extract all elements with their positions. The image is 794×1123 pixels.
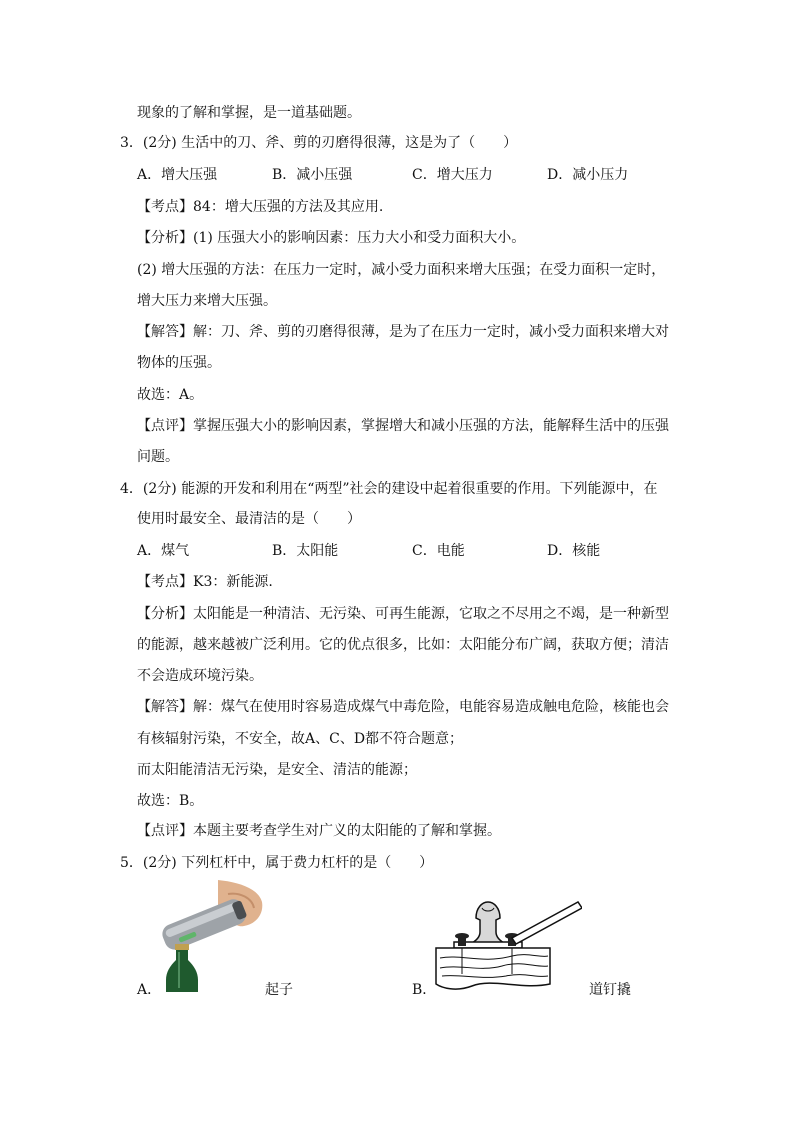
intro-tail: 现象的了解和掌握，是一道基础题。 bbox=[137, 105, 361, 121]
spike-puller-diagram bbox=[432, 898, 582, 994]
fenxi-text: 太阳能是一种清洁、无污染、可再生能源，它取之不尽用之不竭，是一种新型 bbox=[193, 606, 669, 622]
q3-option-b: B．减小压强 bbox=[272, 167, 353, 183]
q3-dianping bbox=[137, 417, 669, 435]
q3-fenxi-2: (2) 增大压强的方法：在压力一定时，减小受力面积来增大压强；在受力面积一定时， bbox=[137, 262, 666, 278]
q5-stem: 5．(2分) 下列杠杆中，属于费力杠杆的是（ ） bbox=[120, 855, 434, 871]
jieda-text: 解：刀、斧、剪的刃磨得很薄，是为了在压力一定时，减小受力面积来增大对 bbox=[193, 324, 669, 340]
q3-kaodian bbox=[137, 198, 383, 216]
q4-jieda-3: 而太阳能清洁无污染，是安全、清洁的能源； bbox=[137, 762, 417, 778]
q3-jieda-2: 物体的压强。 bbox=[137, 355, 221, 371]
q3-fenxi-3: 增大压力来增大压强。 bbox=[137, 293, 277, 309]
q5-option-a-letter: A． bbox=[137, 982, 162, 998]
fenxi-text: (1) 压强大小的影响因素：压力大小和受力面积大小。 bbox=[193, 230, 526, 246]
jieda-text: 解：煤气在使用时容易造成煤气中毒危险，电能容易造成触电危险，核能也会 bbox=[193, 699, 669, 715]
q3-answer: 故选：A。 bbox=[137, 387, 204, 403]
fenxi-tag: 【分析】 bbox=[137, 606, 193, 622]
q4-fenxi-2: 的能源，越来越被广泛利用。它的优点很多，比如：太阳能分布广阔，获取方便；清洁 bbox=[137, 637, 669, 653]
kaodian-text: K3：新能源. bbox=[193, 574, 273, 590]
q4-stem-2: 使用时最安全、最清洁的是（ ） bbox=[137, 511, 361, 527]
q4-option-a: A．煤气 bbox=[137, 543, 190, 559]
bottle-opener-image bbox=[158, 880, 264, 992]
q4-jieda bbox=[137, 698, 669, 716]
q4-option-c: C．电能 bbox=[412, 543, 465, 559]
dianping-text: 掌握压强大小的影响因素，掌握增大和减小压强的方法，能解释生活中的压强 bbox=[193, 418, 669, 434]
q4-kaodian bbox=[137, 573, 273, 591]
kaodian-tag: 【考点】 bbox=[137, 574, 193, 590]
dianping-tag: 【点评】 bbox=[137, 418, 193, 434]
q3-stem: 3．(2分) 生活中的刀、斧、剪的刃磨得很薄，这是为了（ ） bbox=[120, 135, 518, 151]
dianping-tag: 【点评】 bbox=[137, 823, 193, 839]
q3-option-d: D．减小压力 bbox=[547, 167, 629, 183]
q3-option-c: C．增大压力 bbox=[412, 167, 493, 183]
dianping-text: 本题主要考查学生对广义的太阳能的了解和掌握。 bbox=[193, 823, 501, 839]
q3-jieda bbox=[137, 323, 669, 341]
q4-stem: 4．(2分) 能源的开发和利用在“两型”社会的建设中起着很重要的作用。下列能源中，在 bbox=[120, 481, 658, 497]
q3-fenxi bbox=[137, 229, 525, 247]
jieda-tag: 【解答】 bbox=[137, 324, 193, 340]
q3-option-a: A．增大压强 bbox=[137, 167, 218, 183]
q5-option-b-letter: B． bbox=[412, 982, 437, 998]
q4-answer: 故选：B。 bbox=[137, 793, 204, 809]
q5-option-a-text: 起子 bbox=[265, 982, 293, 998]
q4-option-b: B．太阳能 bbox=[272, 543, 339, 559]
q5-option-b-text: 道钉撬 bbox=[589, 982, 631, 998]
q4-dianping bbox=[137, 822, 501, 840]
q4-fenxi-3: 不会造成环境污染。 bbox=[137, 668, 263, 684]
q3-dianping-2: 问题。 bbox=[137, 449, 179, 465]
kaodian-text: 84：增大压强的方法及其应用. bbox=[193, 199, 384, 215]
jieda-tag: 【解答】 bbox=[137, 699, 193, 715]
q4-jieda-2: 有核辐射污染，不安全，故A、C、D都不符合题意； bbox=[137, 731, 464, 747]
kaodian-tag: 【考点】 bbox=[137, 199, 193, 215]
q4-fenxi bbox=[137, 605, 669, 623]
fenxi-tag: 【分析】 bbox=[137, 230, 193, 246]
q4-option-d: D．核能 bbox=[547, 543, 601, 559]
